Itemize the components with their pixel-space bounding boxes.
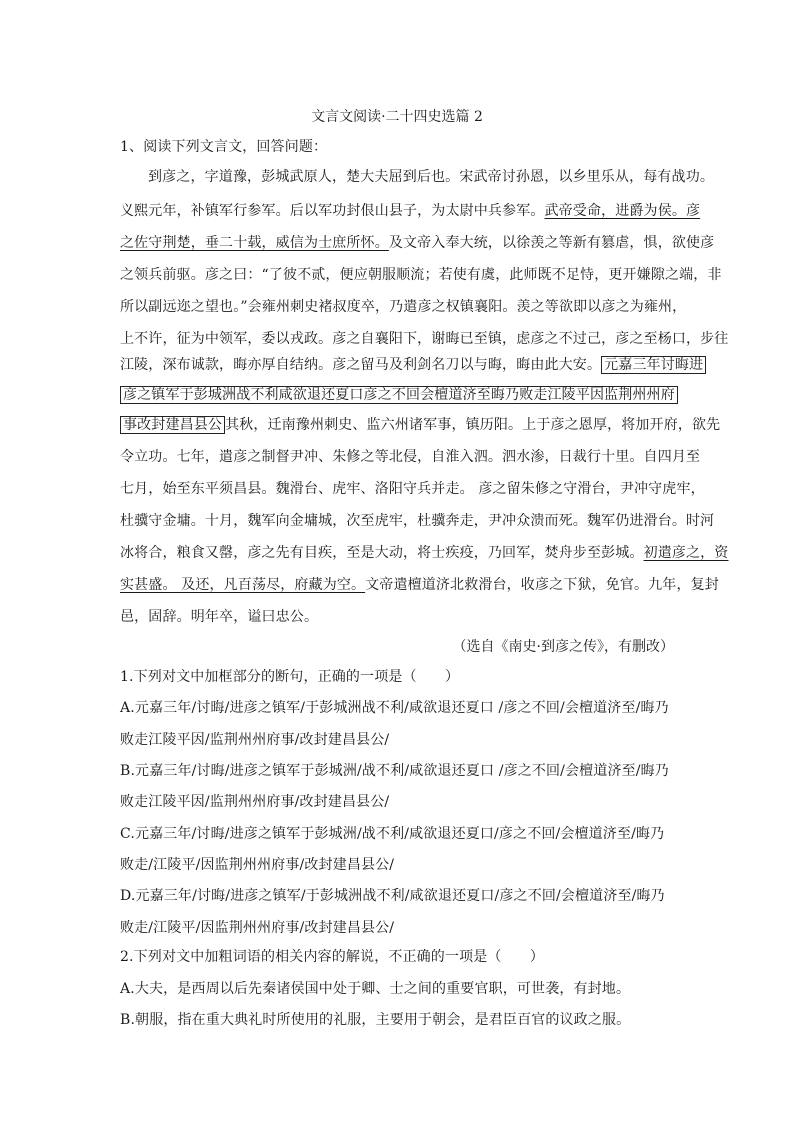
passage-line: 之领兵前驱。彦之曰：“了彼不贰，便应朝服顺流；若使有虞，此师既不足恃，更开嫌隙之端，非 bbox=[120, 267, 722, 283]
passage-line: 所以副远迩之望也。”会雍州刺史褚叔度卒，乃遣彦之权镇襄阳。羡之等欲即以彦之为雍州， bbox=[120, 299, 687, 315]
passage-line: 令立功。七年，遣彦之制督尹冲、朱修之等北侵，自淮入泗。泗水渗，日裁行十里。自四月至 bbox=[120, 449, 701, 465]
underlined-text: 初遣彦之，资 bbox=[643, 545, 729, 561]
passage-text: 冰将合，粮食又罄，彦之先有目疾，至是大动，将士疾疫，乃回军，焚舟步至彭城。 bbox=[120, 545, 644, 561]
passage-line bbox=[120, 232, 714, 252]
option-b-line: B.朝服，指在重大典礼时所使用的礼服，主要用于朝会，是君臣百官的议政之服。 bbox=[120, 1012, 631, 1028]
option-a-line: 败走江陵平因/监荆州州府事/改封建昌县公/ bbox=[120, 732, 390, 748]
passage-line bbox=[120, 354, 706, 374]
passage-text: 义熙元年，补镇军行参军。后以军功封佷山县子，为太尉中兵参军。 bbox=[120, 203, 545, 219]
underlined-text: 实甚盛。 及还，凡百荡尽，府藏为空。 bbox=[120, 577, 366, 593]
passage-line: 上不许，征为中领军，委以戎政。彦之自襄阳下，谢晦已至镇，虑彦之不过己，彦之至杨口，步往 bbox=[120, 331, 729, 347]
passage-text: 文帝遣檀道济北救滑台，收彦之下狱，免官。九年，复封 bbox=[365, 577, 719, 593]
passage-line: 邑，固辞。明年卒，谥曰忠公。 bbox=[120, 609, 319, 625]
passage-text: 其秋，迁南豫州刺史、监六州诸军事，镇历阳。上于彦之恩厚，将加开府，欲先 bbox=[225, 417, 721, 433]
option-d-line: 败走/江陵平/因监荆州州府事/改封建昌县公/ bbox=[120, 920, 395, 936]
question-instruction: 1、阅读下列文言文，回答问题： bbox=[120, 139, 328, 155]
question-stem: 2.下列对文中加粗词语的相关内容的解说，不正确的一项是（ ） bbox=[120, 949, 545, 965]
boxed-text: 事改封建昌县公 bbox=[120, 416, 225, 434]
option-b-line: 败走江陵平因/监荆州州府事/改封建昌县公/ bbox=[120, 794, 390, 810]
option-a-line: A.元嘉三年/讨晦/进彦之镇军/于彭城洲战不利/咸欲退还夏口 /彦之不回/会檀道济至/晦乃 bbox=[120, 700, 669, 716]
underlined-text: 武帝受命，进爵为侯。彦 bbox=[544, 203, 701, 219]
boxed-text: 彦之镇军于彭城洲战不利咸欲退还夏口彦之不回会檀道济至晦乃败走江陵平因监荆州州府 bbox=[120, 386, 678, 404]
option-a-line: A.大夫，是西周以后先秦诸侯国中处于卿、士之间的重要官职，可世袭，有封地。 bbox=[120, 981, 631, 997]
option-d-line: D.元嘉三年/讨晦/进彦之镇军/于彭城洲战不利/咸欲退还夏口/彦之不回/会檀道济至/晦乃 bbox=[120, 888, 665, 904]
document-title: 文言文阅读·二十四史选篇 2 bbox=[311, 109, 483, 125]
passage-line bbox=[120, 574, 719, 594]
underlined-text: 之佐守荆楚，垂二十载，威信为士庶所怀。 bbox=[120, 235, 389, 251]
question-stem: 1.下列对文中加框部分的断句，正确的一项是（ ） bbox=[120, 669, 460, 685]
passage-text: 及文帝入奉大统，以徐羡之等新有篡虐，惧，欲使彦 bbox=[388, 235, 715, 251]
passage-line: 杜骥守金墉。十月，魏军向金墉城，次至虎牢，杜骥奔走，尹冲众溃而死。魏军仍进滑台。时河 bbox=[120, 513, 715, 529]
option-c-line: C.元嘉三年/讨晦/进彦之镇军于彭城洲/战不利/咸欲退还夏口/彦之不回/会檀道济至/晦乃 bbox=[120, 826, 665, 842]
boxed-text: 元嘉三年讨晦进 bbox=[601, 356, 706, 374]
passage-line bbox=[120, 414, 720, 434]
option-c-line: 败走/江陵平/因监荆州州府事/改封建昌县公/ bbox=[120, 857, 395, 873]
passage-line bbox=[120, 200, 700, 220]
passage-line bbox=[120, 384, 678, 404]
passage-line bbox=[120, 542, 728, 562]
passage-line: 到彦之，字道豫，彭城武原人，楚大夫屈到后也。宋武帝讨孙恩，以乡里乐从，每有战功。 bbox=[148, 169, 714, 185]
source-citation: （选自《南史·到彦之传》，有删改） bbox=[452, 639, 674, 655]
option-b-line: B.元嘉三年/讨晦/进彦之镇军于彭城洲/战不利/咸欲退还夏口 /彦之不回/会檀道济至/晦乃 bbox=[120, 763, 669, 779]
passage-text: 江陵，深布诚款，晦亦厚自结纳。彦之留马及利剑名刀以与晦，晦由此大安。 bbox=[120, 357, 602, 373]
passage-line: 七月，始至东平须昌县。魏滑台、虎牢、洛阳守兵并走。 彦之留朱修之守滑台，尹冲守虎牢， bbox=[120, 481, 705, 497]
